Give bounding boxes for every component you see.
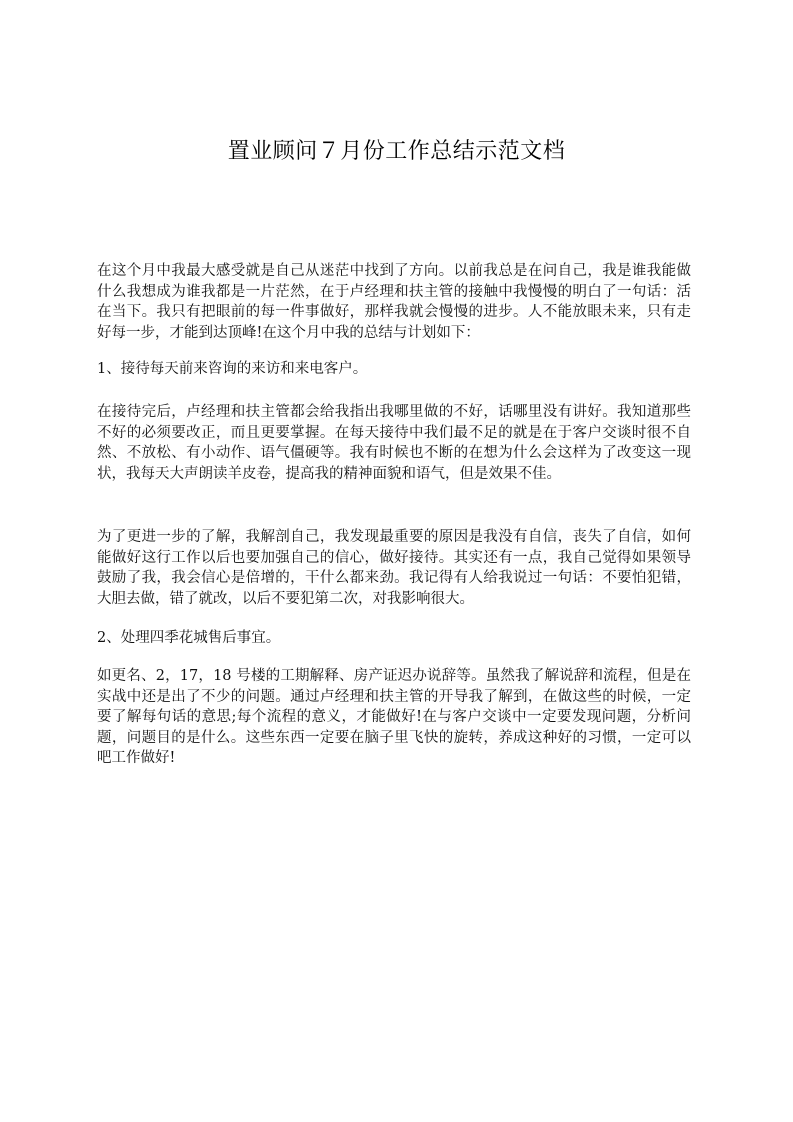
body-paragraph: 如更名、2，17，18 号楼的工期解释、房产证迟办说辞等。虽然我了解说辞和流程，但是在实战中还是出了不少的问题。通过卢经理和扶主管的开导我了解到，在做这些的时候，一定要了解每句话的意思;每个流程的意义，才能做好!在与客户交谈中一定要发现问题，分析问题，问题目的是什么。这些东西一定要在脑子里飞快的旋转，养成这种好的习惯，一定可以吧工作做好! [97,668,691,766]
body-paragraph: 为了更进一步的了解，我解剖自己，我发现最重要的原因是我没有自信，丧失了自信，如何能做好这行工作以后也要加强自己的信心，做好接待。其实还有一点，我自己觉得如果领导鼓励了我，我会信心是倍增的，干什么都来劲。我记得有人给我说过一句话：不要怕犯错，大胆去做，错了就改，以后不要犯第二次，对我影响很大。 [97,529,691,607]
section-heading-1: 1、接待每天前来咨询的来访和来电客户。 [97,361,368,377]
section-heading-2: 2、处理四季花城售后事宜。 [97,630,281,646]
body-paragraph: 在接待完后，卢经理和扶主管都会给我指出我哪里做的不好，话哪里没有讲好。我知道那些不好的必须要改正，而且更要掌握。在每天接待中我们最不足的就是在于客户交谈时很不自然、不放松、有小动作、语气僵硬等。我有时候也不断的在想为什么会这样为了改变这一现状，我每天大声朗读羊皮卷，提高我的精神面貌和语气，但是效果不佳。 [97,404,691,482]
intro-paragraph: 在这个月中我最大感受就是自己从迷茫中找到了方向。以前我总是在问自己，我是谁我能做什么我想成为谁我都是一片茫然，在于卢经理和扶主管的接触中我慢慢的明白了一句话：活在当下。我只有把眼前的每一件事做好，那样我就会慢慢的进步。人不能放眼未来，只有走好每一步，才能到达顶峰!在这个月中我的总结与计划如下： [97,263,691,341]
document-title: 置业顾问７月份工作总结示范文档 [227,139,566,164]
